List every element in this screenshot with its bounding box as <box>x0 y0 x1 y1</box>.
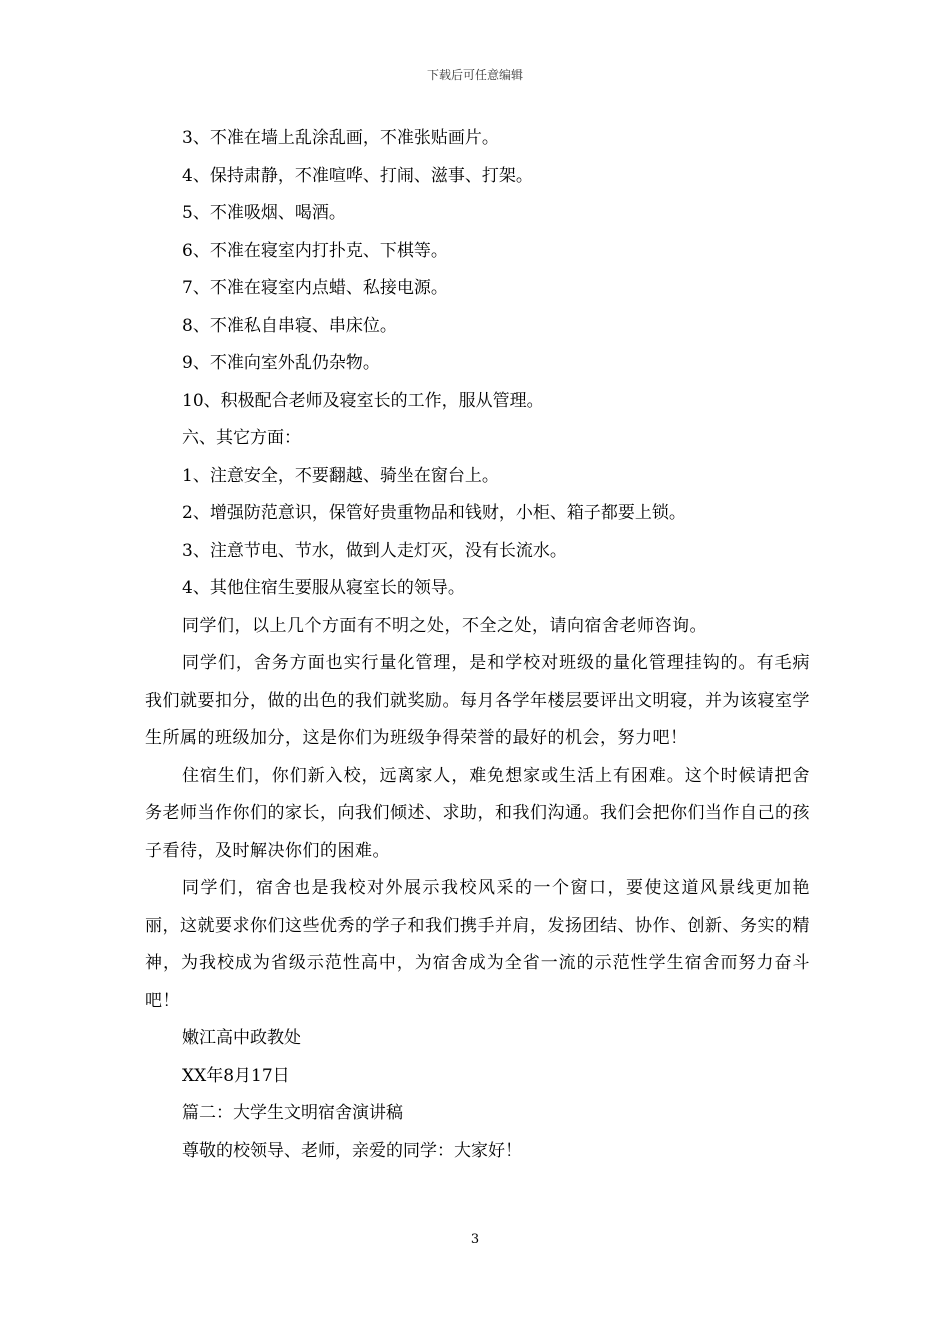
list-item: 4、其他住宿生要服从寝室长的领导。 <box>182 578 465 598</box>
greeting: 尊敬的校领导、老师，亲爱的同学：大家好！ <box>182 1140 522 1161</box>
signature-org: 嫩江高中政教处 <box>182 1028 301 1048</box>
header-note: 下载后可任意编辑 <box>426 68 523 82</box>
list-item: 2、增强防范意识，保管好贵重物品和钱财，小柜、箱子都要上锁。 <box>182 503 686 523</box>
rule-item: 6、不准在寝室内打扑克、下棋等。 <box>182 240 448 261</box>
rule-item: 9、不准向室外乱仍杂物。 <box>182 353 380 373</box>
page-number: 3 <box>470 1232 480 1247</box>
rule-item: 8、不准私自串寝、串床位。 <box>182 315 397 336</box>
document-body <box>145 120 810 1170</box>
paragraph: 同学们，宿舍也是我校对外展示我校风采的一个窗口，要使这道风景线更加艳丽，这就要求你们这些优秀的学子和我们携手并肩，发扬团结、协作、创新、务实的精神，为我校成为省级示范性高中，为宿舍成为全省一流的示范性学生宿舍而努力奋斗吧！ <box>145 878 810 1011</box>
list-item: 3、注意节电、节水，做到人走灯灭，没有长流水。 <box>182 540 567 561</box>
paragraph: 同学们，以上几个方面有不明之处，不全之处，请向宿舍老师咨询。 <box>182 615 707 636</box>
rules-list <box>145 120 810 420</box>
section-other <box>145 420 810 608</box>
next-section-title: 篇二：大学生文明宿舍演讲稿 <box>182 1103 403 1123</box>
rule-item: 10、积极配合老师及寝室长的工作，服从管理。 <box>182 390 544 411</box>
rule-item: 4、保持肃静，不准喧哗、打闹、滋事、打架。 <box>182 165 533 186</box>
signature-date: XX年8月17日 <box>182 1065 290 1086</box>
paragraph: 住宿生们，你们新入校，远离家人，难免想家或生活上有困难。这个时候请把舍务老师当作你们的家长，向我们倾述、求助，和我们沟通。我们会把你们当作自己的孩子看待，及时解决你们的困难。 <box>145 765 810 861</box>
paragraph: 同学们，舍务方面也实行量化管理，是和学校对班级的量化管理挂钩的。有毛病我们就要扣分，做的出色的我们就奖励。每月各学年楼层要评出文明寝，并为该寝室学生所属的班级加分，这是你们为班级争得荣誉的最好的机会，努力吧！ <box>145 653 810 748</box>
rule-item: 3、不准在墙上乱涂乱画，不准张贴画片。 <box>182 128 499 148</box>
list-item: 1、注意安全，不要翻越、骑坐在窗台上。 <box>182 465 499 486</box>
section-heading: 六、其它方面： <box>182 428 301 448</box>
rule-item: 7、不准在寝室内点蜡、私接电源。 <box>182 278 448 298</box>
rule-item: 5、不准吸烟、喝酒。 <box>182 203 346 223</box>
